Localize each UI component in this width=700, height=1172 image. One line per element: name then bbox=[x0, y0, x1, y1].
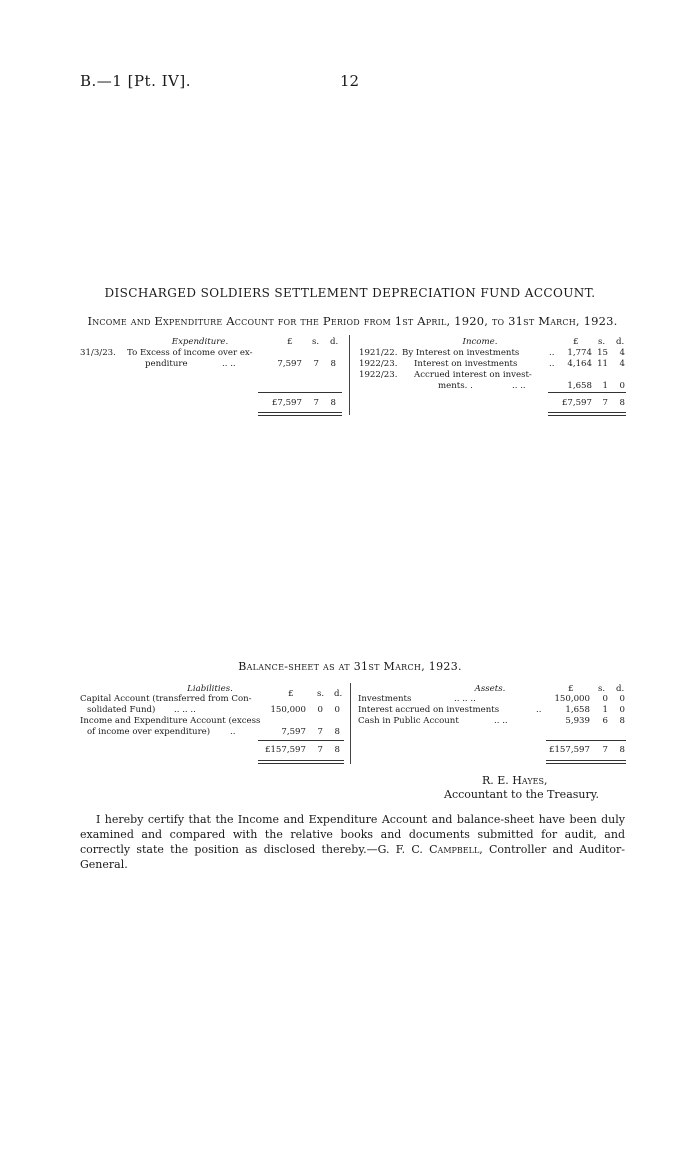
income-heading: Income. bbox=[462, 337, 498, 347]
certificate-text: I hereby certify that the Income and Expenditure Account and balance-sheet have been duly examined and compared with the relative books and documents submitted for audit, and correctly state the position as disclosed thereby.— bbox=[80, 813, 625, 856]
asset-row-2-pence: 0 bbox=[619, 705, 625, 715]
asset-row-3-shillings: 6 bbox=[602, 716, 608, 726]
expenditure-pence: 8 bbox=[330, 359, 336, 369]
asset-row-2-shillings: 1 bbox=[602, 705, 608, 715]
income-row-2-date: 1922/23. bbox=[359, 359, 398, 369]
assets-total-shillings: 7 bbox=[602, 745, 608, 755]
expenditure-pounds: 7,597 bbox=[277, 359, 302, 369]
income-total-shillings: 7 bbox=[602, 398, 608, 408]
asset-row-2-text: Interest accrued on investments bbox=[358, 705, 500, 715]
expenditure-date: 31/3/23. bbox=[80, 348, 116, 358]
asset-row-1-leaders: .. .. .. bbox=[454, 694, 476, 704]
liability-row-2-line2: of income over expenditure) bbox=[87, 727, 211, 737]
liability-row-1-shillings: 0 bbox=[317, 705, 323, 715]
income-row-2-shillings: 11 bbox=[597, 359, 608, 369]
currency-pence: d. bbox=[334, 689, 343, 699]
asset-row-3-leaders: .. .. bbox=[494, 716, 508, 726]
liability-row-1-line1: Capital Account (transferred from Con- bbox=[80, 694, 252, 704]
income-row-1-leaders: .. bbox=[549, 348, 555, 358]
asset-row-2-pounds: 1,658 bbox=[565, 705, 590, 715]
asset-row-3-text: Cash in Public Account bbox=[358, 716, 459, 726]
liabilities-double-rule bbox=[258, 760, 344, 764]
currency-pound: £ bbox=[568, 684, 574, 694]
assets-total-pounds: £157,597 bbox=[548, 745, 590, 755]
income-row-3-text: Accrued interest on invest- bbox=[414, 370, 532, 380]
income-row-1-date: 1921/22. bbox=[359, 348, 398, 358]
assets-double-rule bbox=[546, 760, 626, 764]
currency-shilling: s. bbox=[317, 689, 325, 699]
currency-pound: £ bbox=[288, 689, 294, 699]
expenditure-shillings: 7 bbox=[313, 359, 319, 369]
page-reference: B.—1 [Pt. IV]. bbox=[80, 72, 191, 90]
income-row-2-pence: 4 bbox=[619, 359, 625, 369]
liability-row-2-leaders: .. bbox=[230, 727, 236, 737]
asset-row-3-pounds: 5,939 bbox=[565, 716, 590, 726]
account-subtitle: Income and Expenditure Account for the Period from 1st April, 1920, to 31st March, 1923. bbox=[87, 314, 618, 328]
liabilities-total-rule bbox=[258, 740, 344, 741]
income-total-rule bbox=[548, 392, 626, 393]
liabilities-heading: Liabilities. bbox=[187, 684, 233, 694]
currency-pound: £ bbox=[287, 337, 293, 347]
income-row-3-pounds: 1,658 bbox=[567, 381, 592, 391]
account-title: DISCHARGED SOLDIERS SETTLEMENT DEPRECIATION FUND ACCOUNT. bbox=[104, 286, 596, 300]
balance-sheet-divider bbox=[350, 683, 351, 764]
income-total-pence: 8 bbox=[619, 398, 625, 408]
income-row-3-date: 1922/23. bbox=[359, 370, 398, 380]
liabilities-total-pence: 8 bbox=[334, 745, 340, 755]
balance-sheet-title: Balance-sheet as at 31st March, 1923. bbox=[238, 660, 462, 673]
asset-row-1-pounds: 150,000 bbox=[554, 694, 590, 704]
liabilities-total-pounds: £157,597 bbox=[264, 745, 306, 755]
expenditure-leaders: .. .. bbox=[222, 359, 236, 369]
income-row-2-leaders: .. bbox=[549, 359, 555, 369]
income-row-1-pounds: 1,774 bbox=[567, 348, 592, 358]
certificate-signatory-title: , Controller and Auditor-General. bbox=[80, 843, 626, 871]
income-row-1-pence: 4 bbox=[619, 348, 625, 358]
currency-pence: d. bbox=[616, 684, 625, 694]
income-row-3-text2: ments. . bbox=[438, 381, 473, 391]
expenditure-total-pounds: £7,597 bbox=[271, 398, 302, 408]
income-row-1-shillings: 15 bbox=[597, 348, 608, 358]
income-row-3-shillings: 1 bbox=[602, 381, 608, 391]
expenditure-line2: penditure bbox=[145, 359, 188, 369]
expenditure-double-rule bbox=[258, 412, 342, 416]
asset-row-1-pence: 0 bbox=[619, 694, 625, 704]
income-row-2-text: Interest on investments bbox=[414, 359, 518, 369]
assets-heading: Assets. bbox=[474, 684, 506, 694]
currency-pence: d. bbox=[616, 337, 625, 347]
audit-certificate bbox=[80, 812, 625, 872]
currency-pound: £ bbox=[573, 337, 579, 347]
income-double-rule bbox=[548, 412, 626, 416]
signature-name: R. E. Hayes, bbox=[482, 774, 548, 787]
asset-row-2-leaders: .. bbox=[536, 705, 542, 715]
liability-row-1-pence: 0 bbox=[334, 705, 340, 715]
currency-shilling: s. bbox=[598, 684, 606, 694]
assets-total-rule bbox=[546, 740, 626, 741]
asset-row-1-shillings: 0 bbox=[602, 694, 608, 704]
expenditure-total-shillings: 7 bbox=[313, 398, 319, 408]
asset-row-3-pence: 8 bbox=[619, 716, 625, 726]
liability-row-2-line1: Income and Expenditure Account (excess bbox=[80, 716, 261, 726]
expenditure-heading: Expenditure. bbox=[171, 337, 229, 347]
liability-row-1-pounds: 150,000 bbox=[270, 705, 306, 715]
income-total-pounds: £7,597 bbox=[561, 398, 592, 408]
assets-total-pence: 8 bbox=[619, 745, 625, 755]
currency-pence: d. bbox=[330, 337, 339, 347]
income-row-1-text: By Interest on investments bbox=[402, 348, 520, 358]
currency-shilling: s. bbox=[598, 337, 606, 347]
certificate-signatory: G. F. C. Campbell bbox=[377, 843, 480, 856]
income-row-3-leaders: .. .. bbox=[512, 381, 526, 391]
page-number: 12 bbox=[340, 72, 360, 90]
liability-row-2-pence: 8 bbox=[334, 727, 340, 737]
expenditure-total-rule bbox=[258, 392, 342, 393]
income-row-3-pence: 0 bbox=[619, 381, 625, 391]
liability-row-1-leaders: .. .. .. bbox=[174, 705, 196, 715]
signature-title: Accountant to the Treasury. bbox=[444, 788, 599, 801]
liability-row-1-line2: solidated Fund) bbox=[87, 705, 156, 715]
income-row-2-pounds: 4,164 bbox=[567, 359, 592, 369]
asset-row-1-text: Investments bbox=[358, 694, 412, 704]
liability-row-2-pounds: 7,597 bbox=[281, 727, 306, 737]
expenditure-line1: To Excess of income over ex- bbox=[127, 348, 253, 358]
expenditure-total-pence: 8 bbox=[330, 398, 336, 408]
ie-divider bbox=[349, 335, 350, 415]
liability-row-2-shillings: 7 bbox=[317, 727, 323, 737]
currency-shilling: s. bbox=[312, 337, 320, 347]
liabilities-total-shillings: 7 bbox=[317, 745, 323, 755]
